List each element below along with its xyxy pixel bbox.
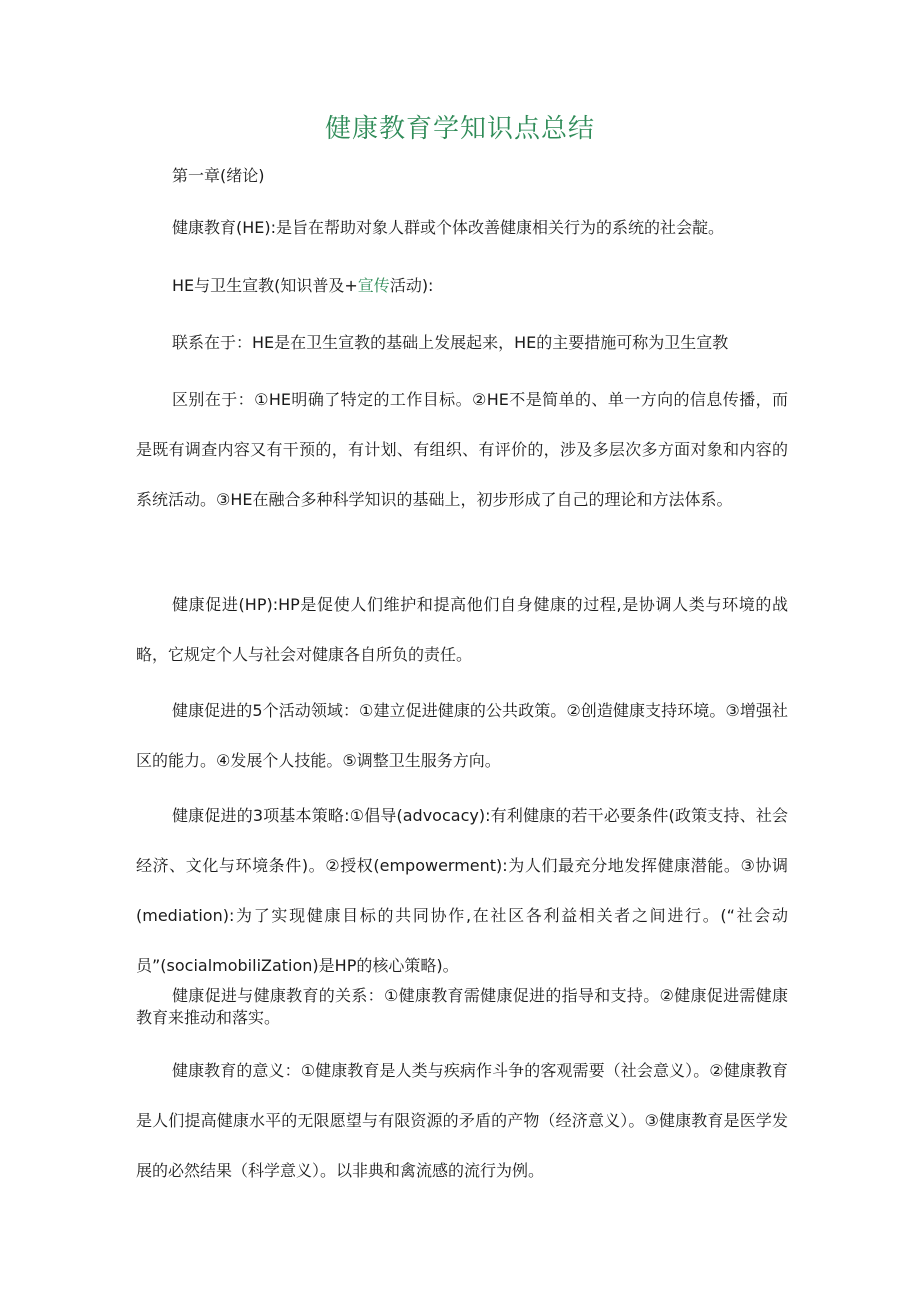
paragraph-hp-five-areas: 健康促进的5个活动领域：①建立促进健康的公共政策。②创造健康支持环境。③增强社区的能力。④发展个人技能。⑤调整卫生服务方向。 <box>136 701 788 770</box>
paragraph-hp-three-strategies: 健康促进的3项基本策略:①倡导(advocacy):有利健康的若干必要条件(政策支持、社会经济、文化与环境条件)。②授权(empowerment):为人们最充分地发挥健康潜能。③协调(mediation):为了实现健康目标的共同协作,在社区各利益相关者之间进行。(“社会动员”(socialmobiliZation)是HP的核心策略)。 <box>136 806 788 975</box>
paragraph-relation: 联系在于：HE是在卫生宣教的基础上发展起来，HE的主要措施可称为卫生宣教 <box>172 333 729 352</box>
paragraph-he-vs-publicity <box>136 261 788 311</box>
he-vs-publicity-post: 活动): <box>389 276 434 295</box>
he-vs-publicity-pre: HE与卫生宣教(知识普及+ <box>172 276 358 295</box>
he-vs-publicity-green: 宣传 <box>357 276 390 295</box>
paragraph-hp-definition: 健康促进(HP):HP是促使人们维护和提高他们自身健康的过程,是协调人类与环境的战略，它规定个人与社会对健康各自所负的责任。 <box>136 595 788 664</box>
paragraph-he-definition: 健康教育(HE):是旨在帮助对象人群或个体改善健康相关行为的系统的社会靛。 <box>172 218 725 237</box>
chapter-heading: 第一章(绪论) <box>172 166 265 185</box>
paragraph-difference: 区别在于：①HE明确了特定的工作目标。②HE不是简单的、单一方向的信息传播，而是既有调查内容又有干预的，有计划、有组织、有评价的，涉及多层次多方面对象和内容的系统活动。③HE在融合多种科学知识的基础上，初步形成了自己的理论和方法体系。 <box>136 390 788 509</box>
paragraph-hp-he-relation: 健康促进与健康教育的关系：①健康教育需健康促进的指导和支持。②健康促进需健康教育来推动和落实。 <box>136 986 788 1027</box>
document-title: 健康教育学知识点总结 <box>324 114 595 144</box>
paragraph-he-significance: 健康教育的意义：①健康教育是人类与疾病作斗争的客观需要（社会意义）。②健康教育是人们提高健康水平的无限愿望与有限资源的矛盾的产物（经济意义）。③健康教育是医学发展的必然结果（科学意义）。以非典和禽流感的流行为例。 <box>136 1061 788 1180</box>
